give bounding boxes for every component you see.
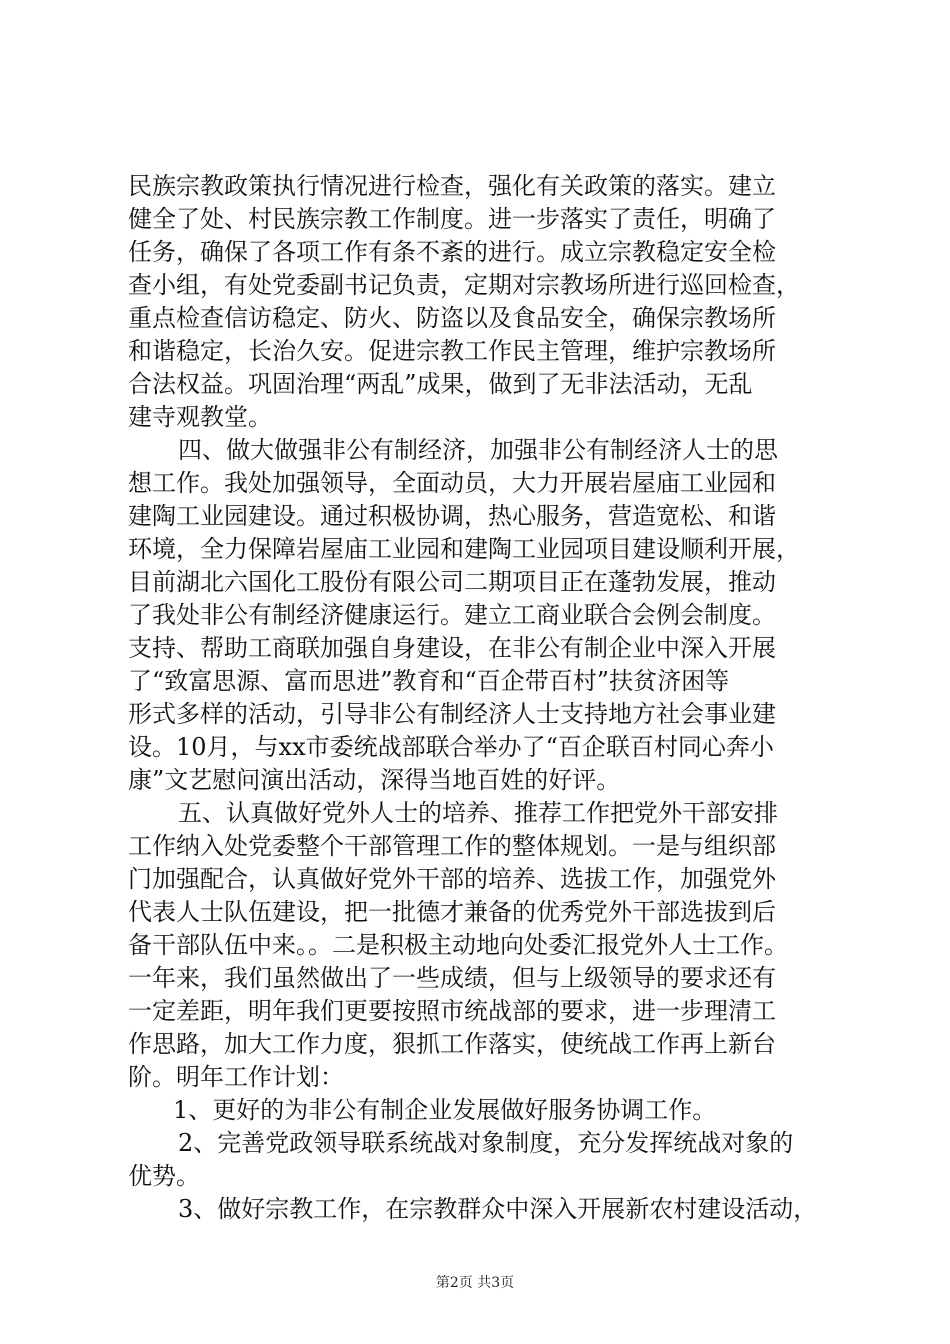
text-line: 作思路，加大工作力度，狠抓工作落实，使统战工作再上新台	[128, 1030, 776, 1058]
text-line: 想工作。我处加强领导，全面动员，大力开展岩屋庙工业园和	[128, 469, 776, 497]
plan-item-1: 1、更好的为非公有制企业发展做好服务协调工作。	[173, 1096, 717, 1124]
text-line: 形式多样的活动，引导非公有制经济人士支持地方社会事业建	[128, 700, 776, 728]
text-line: 任务，确保了各项工作有条不紊的进行。成立宗教稳定安全检	[128, 238, 776, 266]
text-line: 一定差距，明年我们更要按照市统战部的要求，进一步理清工	[128, 997, 776, 1025]
text-line: 一年来，我们虽然做出了一些成绩，但与上级领导的要求还有	[128, 964, 776, 992]
plan-item-3: 3、做好宗教工作，在宗教群众中深入开展新农村建设活动，	[178, 1195, 818, 1223]
text-line: 了“致富思源、富而思进”教育和“百企带百村”扶贫济困等	[128, 667, 730, 695]
text-line: 建陶工业园建设。通过积极协调，热心服务，营造宽松、和谐	[128, 502, 776, 530]
text-line: 查小组，有处党委副书记负责，定期对宗教场所进行巡回检查，	[128, 271, 800, 299]
text-line: 目前湖北六国化工股份有限公司二期项目正在蓬勃发展，推动	[128, 568, 776, 596]
text-line: 工作纳入处党委整个干部管理工作的整体规划。一是与组织部	[128, 832, 776, 860]
text-line: 合法权益。巩固治理“两乱”成果，做到了无非法活动，无乱	[128, 370, 753, 398]
text-line: 康”文艺慰问演出活动，深得当地百姓的好评。	[128, 766, 621, 794]
text-line: 代表人士队伍建设，把一批德才兼备的优秀党外干部选拔到后	[128, 898, 776, 926]
text-line: 阶。明年工作计划：	[128, 1063, 344, 1091]
text-line: 了我处非公有制经济健康运行。建立工商业联合会例会制度。	[128, 601, 776, 629]
text-line: 和谐稳定，长治久安。促进宗教工作民主管理，维护宗教场所	[128, 337, 776, 365]
section-heading-line: 四、做大做强非公有制经济，加强非公有制经济人士的思	[178, 436, 778, 464]
text-line: 重点检查信访稳定、防火、防盗以及食品安全，确保宗教场所	[128, 304, 776, 332]
page-footer: 第2页 共3页	[435, 1275, 515, 1291]
text-line: 备干部队伍中来。。二是积极主动地向处委汇报党外人士工作。	[128, 931, 788, 959]
text-line: 门加强配合，认真做好党外干部的培养、选拔工作，加强党外	[128, 865, 776, 893]
text-line: 设。10月，与xx市委统战部联合举办了“百企联百村同心奔小	[128, 733, 774, 761]
plan-item-2: 2、完善党政领导联系统战对象制度，充分发挥统战对象的	[178, 1129, 794, 1157]
text-line: 支持、帮助工商联加强自身建设，在非公有制企业中深入开展	[128, 634, 776, 662]
section-heading-line: 五、认真做好党外人士的培养、推荐工作把党外干部安排	[178, 799, 778, 827]
text-line: 健全了处、村民族宗教工作制度。进一步落实了责任，明确了	[128, 205, 776, 233]
text-line: 民族宗教政策执行情况进行检查，强化有关政策的落实。建立	[128, 172, 776, 200]
text-line: 优势。	[128, 1162, 200, 1190]
document-body	[128, 170, 833, 1226]
text-line: 建寺观教堂。	[128, 403, 272, 431]
text-line: 环境，全力保障岩屋庙工业园和建陶工业园项目建设顺利开展，	[128, 535, 800, 563]
